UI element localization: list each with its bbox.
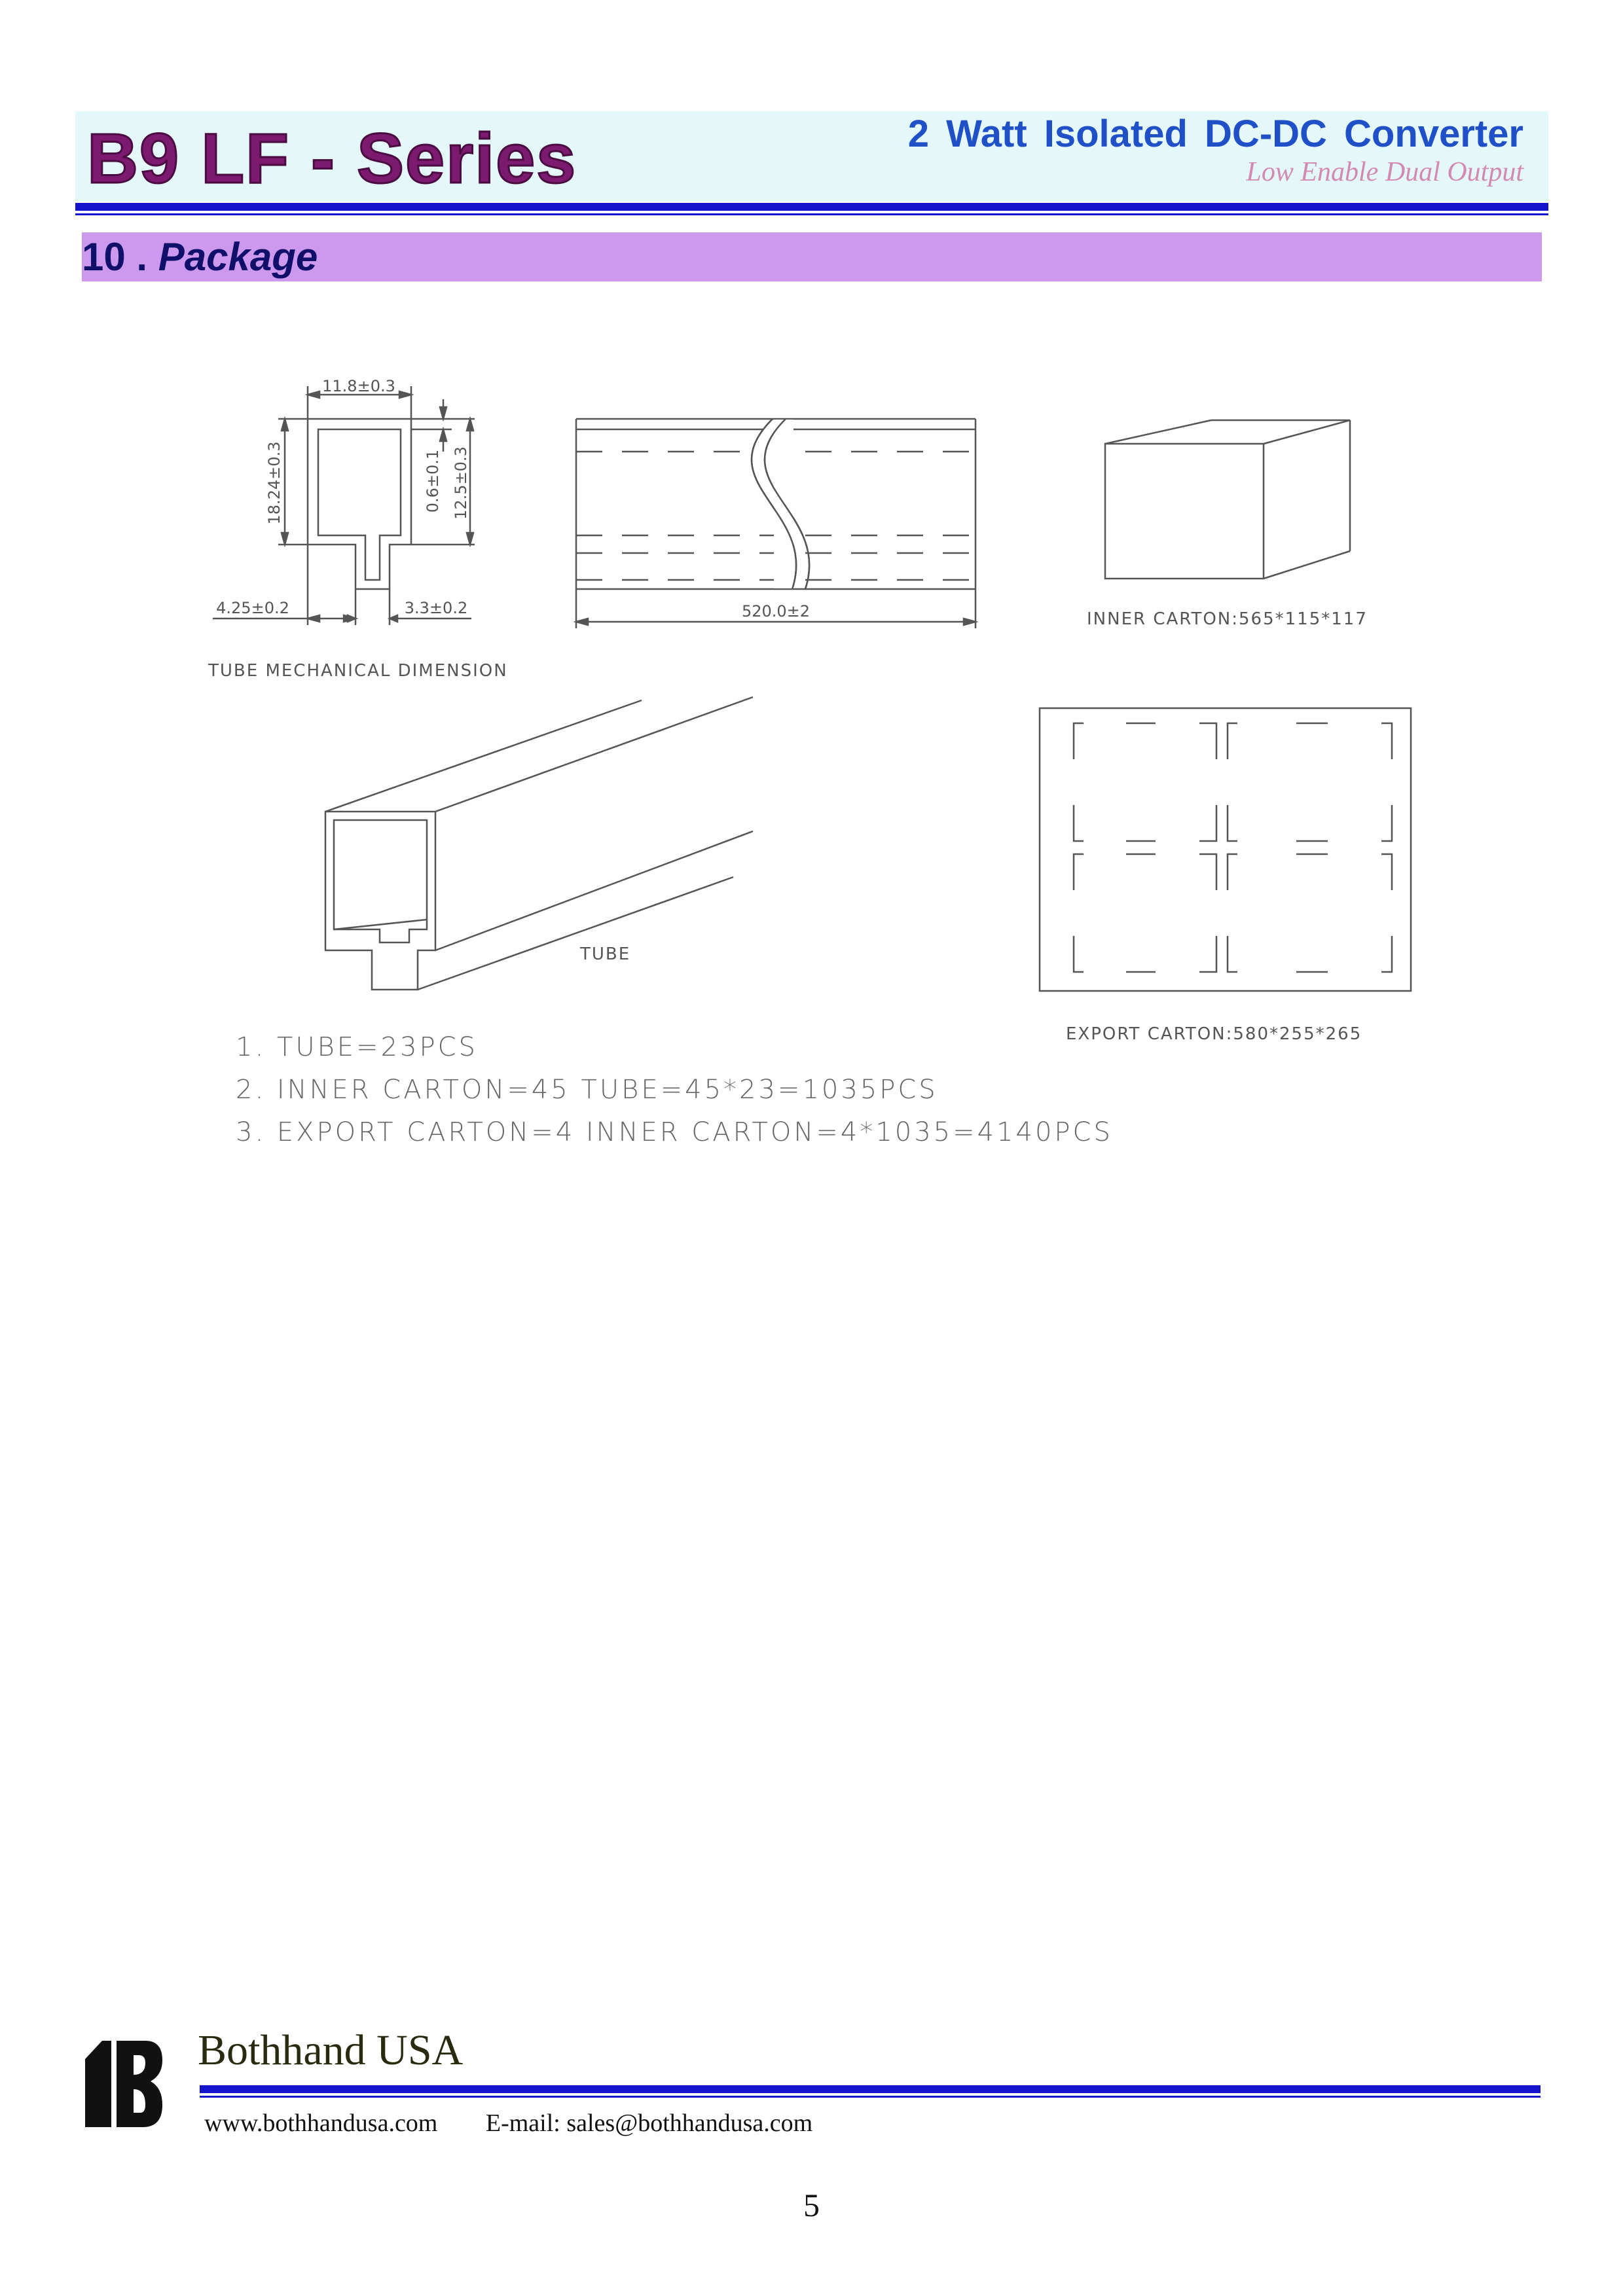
series-title: B9 LF - Series bbox=[87, 118, 577, 198]
inner-carton-box bbox=[1105, 420, 1350, 579]
product-subtitle: Low Enable Dual Output bbox=[1246, 157, 1523, 187]
export-carton-caption: EXPORT CARTON:580*255*265 bbox=[1066, 1024, 1362, 1044]
footer-rule bbox=[200, 2085, 1541, 2093]
note-item: 1. TUBE=23PCS bbox=[236, 1032, 478, 1062]
bothhand-logo bbox=[85, 2041, 162, 2127]
company-name: Bothhand USA bbox=[198, 2026, 464, 2074]
dim-tube-width: 11.8±0.3 bbox=[322, 377, 395, 395]
dim-slot-width: 3.3±0.2 bbox=[404, 599, 468, 617]
export-carton-top-view bbox=[1040, 708, 1411, 991]
footer-contact bbox=[204, 2109, 812, 2138]
inner-carton-caption: INNER CARTON:565*115*117 bbox=[1087, 609, 1368, 629]
dim-left-offset: 4.25±0.2 bbox=[216, 599, 289, 617]
page-number: 5 bbox=[803, 2187, 820, 2223]
email-link[interactable]: E-mail: sales@bothhandusa.com bbox=[485, 2109, 813, 2137]
tube-side-view bbox=[576, 419, 976, 628]
tube-dimension-caption: TUBE MECHANICAL DIMENSION bbox=[208, 661, 508, 681]
tube-isometric bbox=[325, 697, 753, 990]
footer-rule-thin bbox=[200, 2096, 1541, 2098]
tube-label: TUBE bbox=[580, 944, 631, 964]
dim-tube-length: 520.0±2 bbox=[741, 602, 811, 620]
note-item: 3. EXPORT CARTON=4 INNER CARTON=4*1035=4140PCS bbox=[236, 1117, 1113, 1147]
section-number: 10 . bbox=[82, 235, 148, 279]
product-title: 2 Watt Isolated DC-DC Converter bbox=[907, 113, 1523, 155]
note-item: 2. INNER CARTON=45 TUBE=45*23=1035PCS bbox=[236, 1075, 938, 1105]
section-title: Package bbox=[158, 235, 318, 279]
website-link[interactable]: www.bothhandusa.com bbox=[204, 2109, 438, 2137]
dim-tube-wall: 0.6±0.1 bbox=[424, 449, 442, 513]
dim-tube-height: 18.24±0.3 bbox=[265, 441, 283, 525]
package-notes bbox=[236, 1026, 1113, 1154]
dim-tube-inner-height: 12.5±0.3 bbox=[452, 446, 470, 520]
